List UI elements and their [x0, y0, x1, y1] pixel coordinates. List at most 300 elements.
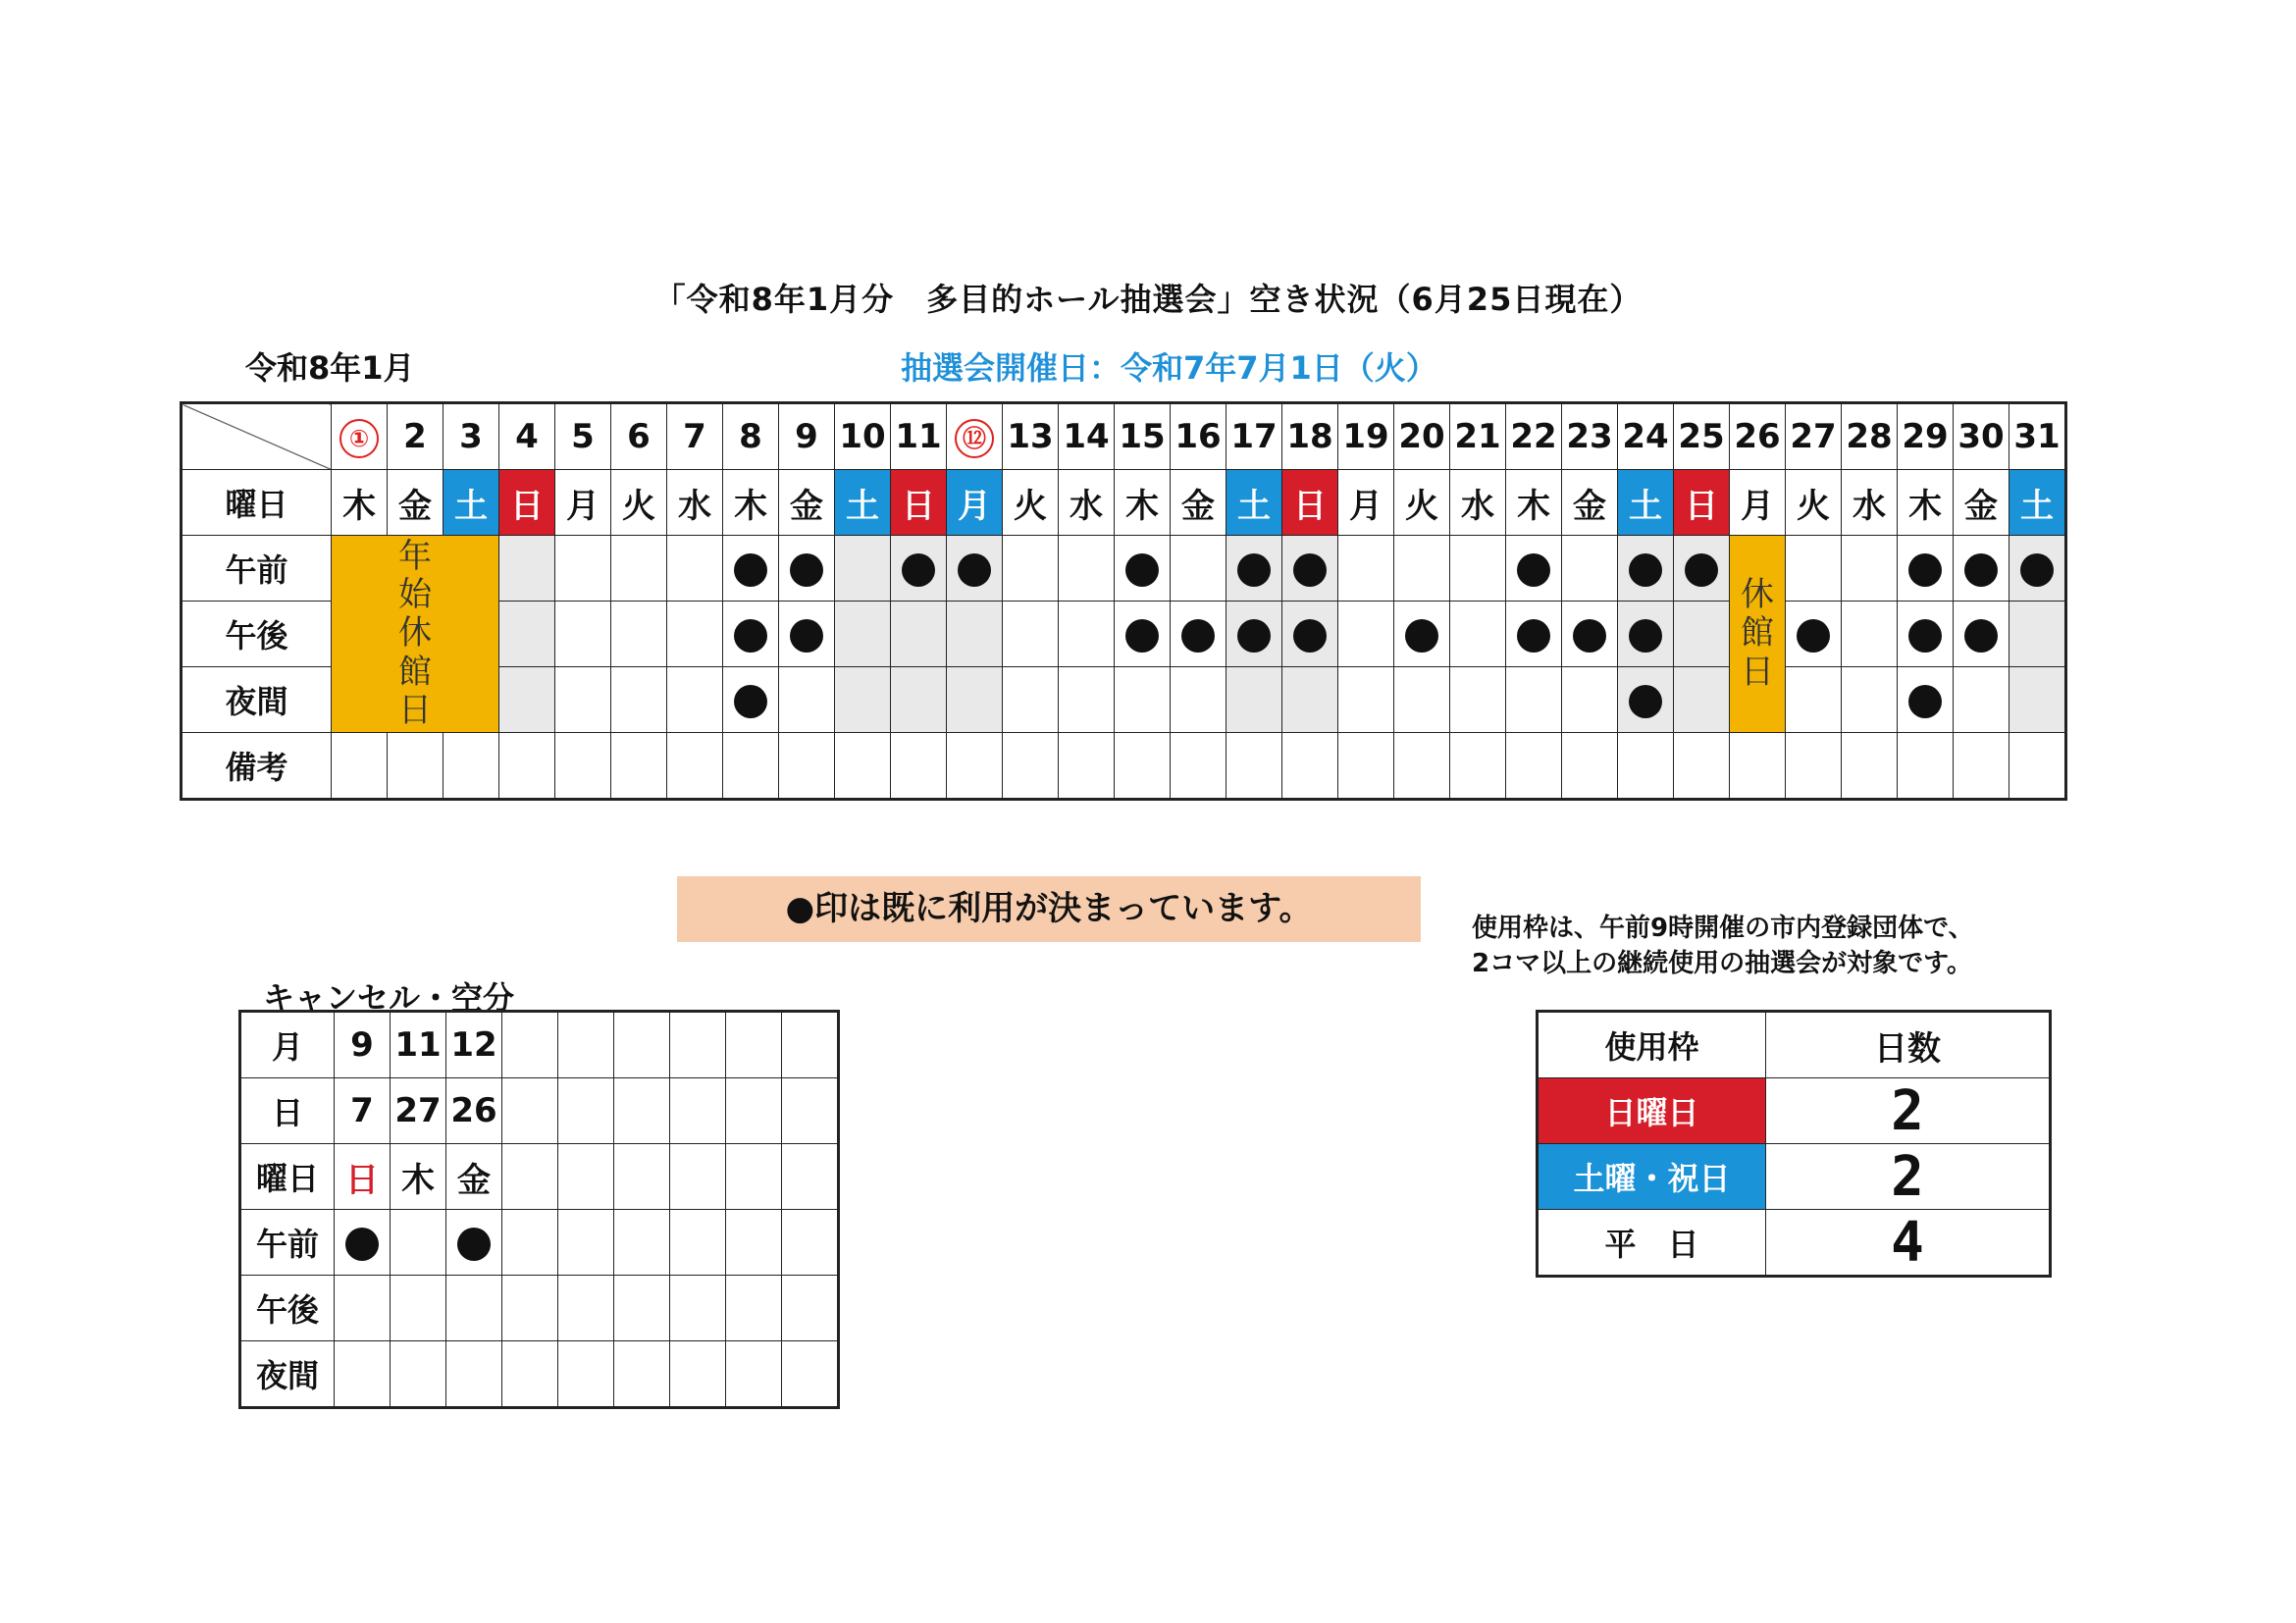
slot-cell [947, 667, 1003, 733]
date-number: 18 [1286, 417, 1333, 456]
cancel-cell: 金 [446, 1144, 502, 1210]
weekday-cell: 木 [1115, 470, 1171, 536]
weekday-cell: 月 [947, 470, 1003, 536]
cancel-cell: 7 [335, 1078, 391, 1144]
corner-cell [182, 403, 332, 470]
date-number: 20 [1398, 417, 1445, 456]
date-cell [1059, 403, 1115, 470]
slot-cell [1450, 667, 1506, 733]
date-number: 28 [1846, 417, 1893, 456]
date-number: 3 [459, 417, 483, 456]
closed-day-label: 休館日 [1741, 575, 1774, 692]
date-cell [1562, 403, 1618, 470]
slot-cell [1115, 667, 1171, 733]
cancel-cell [446, 1210, 502, 1276]
slot-cell [1618, 667, 1674, 733]
slot-cell [1226, 733, 1282, 800]
slot-cell [555, 602, 611, 667]
booked-dot [2020, 553, 2054, 587]
cancel-row [240, 1144, 839, 1210]
weekday-cell: 水 [1059, 470, 1115, 536]
quota-label-sunday: 日曜日 [1538, 1078, 1766, 1144]
slot-cell [1282, 733, 1338, 800]
booked-dot [958, 553, 991, 587]
slot-cell [891, 602, 947, 667]
booked-dot [1908, 619, 1942, 653]
slot-cell [1842, 602, 1898, 667]
date-cell [1171, 403, 1226, 470]
cancel-cell [726, 1210, 782, 1276]
date-number: 15 [1119, 417, 1166, 456]
cancel-cell [614, 1210, 670, 1276]
cancel-cell [614, 1341, 670, 1408]
slot-cell [1506, 602, 1562, 667]
cancel-row [240, 1210, 839, 1276]
closed-day-cell [1730, 536, 1786, 733]
date-cell [1674, 403, 1730, 470]
cancel-cell [782, 1012, 839, 1078]
row-label: 午前 [182, 536, 332, 602]
slot-cell [1338, 667, 1394, 733]
booked-dot [1685, 553, 1718, 587]
slot-cell [1059, 536, 1115, 602]
date-cell [388, 403, 444, 470]
slot-cell [835, 667, 891, 733]
slot-cell [1562, 667, 1618, 733]
cancel-cell [558, 1210, 614, 1276]
slot-cell [1506, 733, 1562, 800]
booked-dot [1797, 619, 1830, 653]
date-cell [723, 403, 779, 470]
booked-dot [1293, 619, 1327, 653]
slot-cell [667, 733, 723, 800]
slot-cell [611, 602, 667, 667]
slot-cell [1898, 602, 1954, 667]
weekday-row [182, 470, 2066, 536]
slot-cell [1059, 733, 1115, 800]
date-number: 31 [2013, 417, 2061, 456]
slot-cell [611, 667, 667, 733]
booked-dot [1908, 553, 1942, 587]
slot-cell [779, 667, 835, 733]
booked-note: ●印は既に利用が決まっています。 [677, 876, 1421, 942]
weekday-cell: 土 [444, 470, 499, 536]
weekday-cell: 金 [1562, 470, 1618, 536]
slot-cell [1618, 536, 1674, 602]
slot-cell [1730, 733, 1786, 800]
slot-cell [1059, 667, 1115, 733]
slot-cell [1226, 602, 1282, 667]
cancel-row [240, 1276, 839, 1341]
row-label: 備考 [182, 733, 332, 800]
booked-dot [1517, 553, 1550, 587]
cancel-cell [558, 1276, 614, 1341]
cancel-cell [726, 1078, 782, 1144]
weekday-cell: 木 [332, 470, 388, 536]
cancel-cell [726, 1144, 782, 1210]
slot-cell [1171, 536, 1226, 602]
date-cell [1394, 403, 1450, 470]
date-number: 22 [1510, 417, 1557, 456]
date-cell [1506, 403, 1562, 470]
slot-cell [1003, 536, 1059, 602]
slot-cell [1954, 733, 2009, 800]
slot-cell [1282, 602, 1338, 667]
booked-dot [1517, 619, 1550, 653]
date-cell [1226, 403, 1282, 470]
date-cell [332, 403, 388, 470]
slot-cell [947, 536, 1003, 602]
booked-dot [1125, 553, 1159, 587]
slot-cell [332, 733, 388, 800]
date-number: 4 [515, 417, 539, 456]
closed-new-year-label: 年始休館日 [398, 537, 432, 730]
weekday-cell: 火 [611, 470, 667, 536]
slot-cell [1394, 602, 1450, 667]
slot-cell [611, 536, 667, 602]
cancel-row [240, 1078, 839, 1144]
weekday-cell: 月 [1730, 470, 1786, 536]
slot-cell [835, 536, 891, 602]
date-cell [1003, 403, 1059, 470]
cancel-dot [457, 1228, 491, 1261]
booked-dot [1405, 619, 1438, 653]
weekday-cell: 水 [667, 470, 723, 536]
cancel-dot [345, 1228, 379, 1261]
cancel-cell [335, 1210, 391, 1276]
slot-cell [1059, 602, 1115, 667]
row-label: 午後 [182, 602, 332, 667]
weekday-cell: 木 [1506, 470, 1562, 536]
cancel-cell [670, 1276, 726, 1341]
date-cell [1115, 403, 1171, 470]
cancel-cell [558, 1341, 614, 1408]
cancel-cell: 12 [446, 1012, 502, 1078]
cancel-title: キャンセル・空分 [263, 979, 515, 1017]
quota-row-weekday [1538, 1210, 2051, 1277]
date-cell [1338, 403, 1394, 470]
date-number: 6 [627, 417, 651, 456]
cancel-cell [502, 1078, 558, 1144]
slot-cell [1171, 602, 1226, 667]
date-cell [444, 403, 499, 470]
page-title: 「令和8年1月分 多目的ホール抽選会」空き状況（6月25日現在） [653, 281, 1643, 318]
slot-cell [891, 536, 947, 602]
booked-dot [790, 553, 823, 587]
cancel-row-label: 午後 [240, 1276, 335, 1341]
weekday-cell: 月 [1338, 470, 1394, 536]
slot-cell [1842, 536, 1898, 602]
slot-cell [667, 602, 723, 667]
usage-note [1472, 911, 1974, 981]
slot-cell [1226, 667, 1282, 733]
date-number: 19 [1342, 417, 1389, 456]
cancel-cell [502, 1012, 558, 1078]
cancel-cell [670, 1210, 726, 1276]
quota-row-sunday [1538, 1078, 2051, 1144]
cancel-row-label: 日 [240, 1078, 335, 1144]
cancel-cell [726, 1276, 782, 1341]
cancel-cell [670, 1144, 726, 1210]
weekday-cell: 金 [388, 470, 444, 536]
weekday-cell: 金 [1171, 470, 1226, 536]
cancel-cell [502, 1341, 558, 1408]
slot-cell [499, 602, 555, 667]
slot-cell [1618, 733, 1674, 800]
usage-note-line: 2コマ以上の継続使用の抽選会が対象です。 [1472, 949, 1973, 978]
usage-note-line: 使用枠は、午前9時開催の市内登録団体で、 [1472, 914, 1974, 943]
slot-cell [723, 667, 779, 733]
date-cell [1450, 403, 1506, 470]
cancel-cell: 27 [391, 1078, 446, 1144]
slot-cell [1450, 733, 1506, 800]
slot-cell [1674, 667, 1730, 733]
slot-cell [1394, 733, 1450, 800]
slot-cell [1394, 536, 1450, 602]
slot-cell [1003, 602, 1059, 667]
weekday-cell: 土 [835, 470, 891, 536]
date-cell [2009, 403, 2066, 470]
cancel-cell [335, 1341, 391, 1408]
slot-cell [2009, 602, 2066, 667]
slot-cell [1674, 536, 1730, 602]
cancel-cell [502, 1276, 558, 1341]
slot-cell [1506, 667, 1562, 733]
slot-cell [1338, 536, 1394, 602]
date-number: 30 [1957, 417, 2005, 456]
weekday-cell: 土 [1226, 470, 1282, 536]
booked-dot [1293, 553, 1327, 587]
cancel-cell: 11 [391, 1012, 446, 1078]
slot-cell [1562, 602, 1618, 667]
date-number: 16 [1174, 417, 1222, 456]
booked-dot [1181, 619, 1215, 653]
slot-cell [1954, 667, 2009, 733]
slot-cell [947, 602, 1003, 667]
cancel-cell [782, 1144, 839, 1210]
row-label: 夜間 [182, 667, 332, 733]
booked-dot [1573, 619, 1606, 653]
date-cell [1282, 403, 1338, 470]
quota-value-weekday: 4 [1766, 1210, 2051, 1277]
slot-cell [835, 733, 891, 800]
slot-cell [1842, 733, 1898, 800]
date-cell [1786, 403, 1842, 470]
cancel-row [240, 1012, 839, 1078]
cancel-cell [391, 1276, 446, 1341]
slot-cell [2009, 536, 2066, 602]
cancel-cell [391, 1210, 446, 1276]
slot-cell [2009, 667, 2066, 733]
date-number: 17 [1230, 417, 1278, 456]
slot-cell [1282, 536, 1338, 602]
cancel-cell [782, 1078, 839, 1144]
slot-cell [1338, 733, 1394, 800]
date-number: 25 [1678, 417, 1725, 456]
date-cell [835, 403, 891, 470]
booked-dot [1964, 553, 1998, 587]
date-number: 9 [795, 417, 818, 456]
slot-cell [1003, 667, 1059, 733]
slot-cell [1954, 536, 2009, 602]
quota-value-sunday: 2 [1766, 1078, 2051, 1144]
weekday-cell: 土 [1618, 470, 1674, 536]
slot-cell [1338, 602, 1394, 667]
cancel-row [240, 1341, 839, 1408]
date-number: 26 [1734, 417, 1781, 456]
slot-cell [947, 733, 1003, 800]
slot-cell [1842, 667, 1898, 733]
slot-cell [1618, 602, 1674, 667]
cancel-cell [614, 1012, 670, 1078]
cancel-cell [726, 1341, 782, 1408]
booked-dot [734, 619, 767, 653]
cancel-cell [502, 1210, 558, 1276]
slot-cell [779, 602, 835, 667]
slot-cell [555, 536, 611, 602]
cancel-cell [782, 1210, 839, 1276]
slot-cell [499, 536, 555, 602]
quota-label-weekday: 平 日 [1538, 1210, 1766, 1277]
cancel-cell: 日 [335, 1144, 391, 1210]
slot-cell [1171, 667, 1226, 733]
cancel-table [238, 1010, 840, 1409]
weekday-cell: 土 [2009, 470, 2066, 536]
cancel-row-label: 月 [240, 1012, 335, 1078]
booked-dot [1629, 685, 1662, 718]
date-cell [947, 403, 1003, 470]
weekday-cell: 木 [1898, 470, 1954, 536]
slot-cell [499, 667, 555, 733]
quota-header-type: 使用枠 [1538, 1012, 1766, 1078]
slot-cell [1674, 602, 1730, 667]
weekday-cell: 日 [1674, 470, 1730, 536]
booked-dot [1237, 619, 1271, 653]
slot-cell [1954, 602, 2009, 667]
slot-cell [555, 667, 611, 733]
cancel-cell [446, 1341, 502, 1408]
weekday-cell: 日 [1282, 470, 1338, 536]
slot-cell [667, 667, 723, 733]
booked-dot [790, 619, 823, 653]
booked-dot [902, 553, 935, 587]
slot-cell [1898, 733, 1954, 800]
slot-cell [891, 667, 947, 733]
date-number: 14 [1063, 417, 1110, 456]
date-cell [499, 403, 555, 470]
cancel-cell [614, 1078, 670, 1144]
date-cell [1618, 403, 1674, 470]
date-cell [1954, 403, 2009, 470]
cancel-row-label: 夜間 [240, 1341, 335, 1408]
slot-cell [1562, 733, 1618, 800]
cancel-cell [558, 1144, 614, 1210]
date-number: 27 [1790, 417, 1837, 456]
slot-cell [723, 733, 779, 800]
slot-cell [611, 733, 667, 800]
weekday-cell: 金 [1954, 470, 2009, 536]
slot-cell [2009, 733, 2066, 800]
booked-dot [1964, 619, 1998, 653]
slot-cell [388, 733, 444, 800]
date-cell [667, 403, 723, 470]
quota-table [1536, 1010, 2052, 1278]
weekday-cell: 火 [1394, 470, 1450, 536]
date-number: 23 [1566, 417, 1613, 456]
weekday-cell: 水 [1450, 470, 1506, 536]
lottery-date: 抽選会開催日：令和7年7月1日（火） [901, 349, 1437, 387]
slot-cell [1115, 536, 1171, 602]
date-number: 13 [1007, 417, 1054, 456]
month-label: 令和8年1月 [245, 349, 415, 387]
slot-cell [1282, 667, 1338, 733]
cancel-cell [726, 1012, 782, 1078]
slot-cell [1506, 536, 1562, 602]
slot-cell [1394, 667, 1450, 733]
remarks-row [182, 733, 2066, 800]
slot-cell [1786, 667, 1842, 733]
date-cell [779, 403, 835, 470]
cancel-cell [670, 1012, 726, 1078]
cancel-cell [335, 1276, 391, 1341]
cancel-cell [670, 1078, 726, 1144]
date-cell [1730, 403, 1786, 470]
slot-cell [1674, 733, 1730, 800]
cancel-cell: 9 [335, 1012, 391, 1078]
slot-cell [1898, 667, 1954, 733]
slot-cell [1786, 733, 1842, 800]
date-number: 29 [1902, 417, 1949, 456]
booked-dot [734, 685, 767, 718]
slot-cell [1786, 536, 1842, 602]
row-label: 曜日 [182, 470, 332, 536]
slot-cell [1562, 536, 1618, 602]
date-cell [1898, 403, 1954, 470]
slot-cell [1171, 733, 1226, 800]
booked-dot [734, 553, 767, 587]
date-cell [555, 403, 611, 470]
date-number: 5 [571, 417, 595, 456]
slot-cell [891, 733, 947, 800]
date-cell [611, 403, 667, 470]
slot-cell [1450, 536, 1506, 602]
date-circled: ① [339, 419, 379, 458]
cancel-cell: 木 [391, 1144, 446, 1210]
booked-dot [1125, 619, 1159, 653]
booked-dot [1237, 553, 1271, 587]
quota-value-saturday-holiday: 2 [1766, 1144, 2051, 1210]
quota-header-row [1538, 1012, 2051, 1078]
booked-dot [1908, 685, 1942, 718]
slot-cell [723, 536, 779, 602]
cancel-cell [782, 1276, 839, 1341]
weekday-cell: 木 [723, 470, 779, 536]
slot-cell [1786, 602, 1842, 667]
weekday-cell: 月 [555, 470, 611, 536]
cancel-cell [446, 1276, 502, 1341]
slot-cell [1003, 733, 1059, 800]
availability-table [180, 401, 2067, 801]
booked-dot [1629, 553, 1662, 587]
slot-cell [1898, 536, 1954, 602]
slot-cell [1115, 733, 1171, 800]
weekday-cell: 日 [891, 470, 947, 536]
quota-row-saturday-holiday [1538, 1144, 2051, 1210]
date-circled: ⑫ [955, 419, 994, 458]
slot-cell [723, 602, 779, 667]
date-cell [1842, 403, 1898, 470]
slot-cell [499, 733, 555, 800]
